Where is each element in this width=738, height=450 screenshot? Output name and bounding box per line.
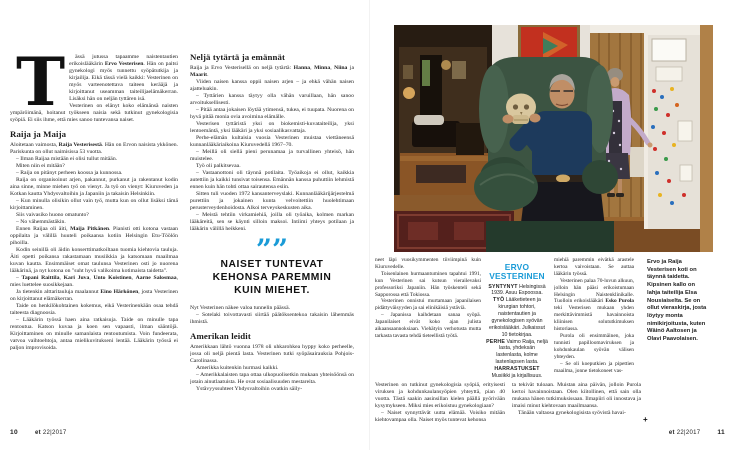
folio-right (669, 429, 725, 436)
page-number-right: 11 (717, 429, 725, 436)
folio-left (10, 429, 67, 436)
magazine-brand-right: et (668, 430, 675, 436)
page-number-left: 10 (10, 429, 18, 436)
left-column-1-paragraphs (10, 142, 178, 352)
body-paragraph: – Vastaanottoni oli täynnä potilaita. Työaikoja ei ollut, kaikkia autettiin ja kaikki tunsivat toisensa. Emännän kanssa puhuttiin lehmistä ennen kuin hän tohti ottaa sairautensa esiin. (190, 169, 354, 190)
body-paragraph: Ja tietenkin alttaritauluja maalannut Eino Härkönen, josta Vesterinen on kirjoittanut elämäkerran. (10, 288, 178, 302)
article-photo (394, 25, 713, 252)
body-paragraph: – Lääkärin työssä haen aina ratkaisuja. Taide on minulle tapa rentoutua. Katson kuvaa ja koen sen vapaasti, ilman sääntöjä. Kirjoittaminen on minulle samanlaista rentoutumista. Voin fundeerata, vatvoa vaihtoehtoja, antaa mielikuvitukseni lentää. Lääkärin työssä ei paljon improvisoida. (10, 316, 178, 351)
magazine-brand: et (34, 430, 41, 436)
body-paragraph: Amerikkaan lähtö vuonna 1978 oli uhkarohkea hyppy koko perheelle, jossa oli neljä pientä lasta. Vesterinen tutki syöpäsairauksia Pohjois-Carolinassa. (190, 343, 354, 364)
body-paragraph: Toisenlainen hurmaantuminen tapahtui 1991, kun Vesterinen sai kutsun vierailevaksi professoriksi Japaniin. Hän työskenteli sekä Sapporossa että Tokiossa. (375, 270, 481, 298)
body-paragraph: – Pitää antaa jokaisen löytää ytimensä, tukea, ei tuupata. Nuorena on hyvä pitää monia ovia avoimina elämälle. (190, 106, 354, 120)
body-paragraph: – Sotelaki toivottavasti siirtää päätöksentekoa takaisin lähemmäs ihmistä. (190, 311, 354, 325)
body-paragraph: Vesterinen onnistui murtamaan japanilaisen pidättyväisyyden ja sai elinikäisiä ystäviä. (375, 298, 481, 312)
magnet-pinboard (644, 25, 713, 252)
body-paragraph: Sitten tuli vuoden 1972 kansanterveyslaki. Kunnanlääkärijärjestelmä purettiin ja jokainen kunta velvoitettiin huolehtimaan perusterveydenhoidosta. Alkoi terveyskeskusten aika. (190, 190, 354, 211)
left-column-1 (10, 54, 178, 428)
body-paragraph: – No vähemmästäkin. (16, 218, 66, 225)
fact-box-entry: SYNTYNYT Helsingissä 1939. Asuu Espoossa. (488, 283, 546, 297)
body-paragraph: – Se oli koeputkien ja pipettien maailma, jonne tietokoneet vas- (554, 360, 634, 374)
body-paragraph: Perhe-elämän kultaisia vuosia Vesterinen muistaa viettäneensä kunnanlääkäriaikoina Kiuruvedellä 1967–70. (190, 134, 354, 148)
body-paragraph: – Meillä oli siellä pieni perunamaa ja turvallinen yhteisö, hän muistelee. (190, 148, 354, 162)
body-paragraph: Vesterinen on tutkinut gynekologisia syöpiä, erityisesti viruksen ja kohdunkaulansyöpien yhteyttä, pian 40 vuotta. Tästä saakin aasinsillan kielen päällä pyörivään kysymykseen. Miksi mies erikoistuu gynekologiaan? (375, 382, 505, 409)
body-paragraph: – Japanissa kaihdetaan sanaa syöpä. Japanilaiset eivät koko ajan julista aikaansaannoksiaan. Viehätyin verhotusta mutta tarkasta tavasta tehdä tieteellistä työtä. (375, 312, 481, 339)
body-paragraph: Työ oli palkitsevaa. (196, 162, 241, 169)
fact-box-entry: PERHE Vaimo Raija, neljä lasta, yhdeksän lastenlasta, kolme lastenlapsen lasta. (486, 338, 548, 366)
left-column-2-paragraphs-amerikka (190, 344, 354, 393)
body-paragraph: – Amerikkalaisten tapa ottaa ulkopuolisetkin mukaan yhteisöönsä on jotain ainutlaatuista. He ovat sosiaalisuuden mestareita. (190, 371, 354, 385)
body-paragraph: – Kun minulla olisikin ollut vain työ, mutta kun on ollut lisäksi tämä kirjoittaminen. (10, 197, 178, 211)
right-wide-column-left (375, 382, 505, 444)
body-paragraph: Amerikka kuitenkin hurmasi kaikki. (196, 364, 279, 371)
body-paragraph: – Tapani Raittila, Kari Juva, Unto Koistinen, Aarne Salosmaa, mies luettelee suosikkejaan. (10, 274, 178, 288)
fact-box-entries (486, 284, 548, 380)
photo-caption: Ervo ja Raija Vesterisen koti on täynnä taidetta. Kipsinen kallo on lahja taiteilija Elsa Nousiaiselta. Se on ollut vieraskirja, josta löytyy monta nimikirjoitusta, kuten Wäinö Aaltosen ja Olavi Paavolaisen. (647, 259, 707, 343)
section-heading-nelja-tytarta: Neljä tytärtä ja emännät (190, 52, 285, 62)
quote-marks-icon: ”” (255, 232, 289, 266)
right-column-3 (554, 257, 634, 381)
body-paragraph: Aloitetaan vaimosta, Raija Vesterisestä. Hän on Ervon naisista ykkönen. Pariskunta on ollut naimisissa 53 vuotta. (10, 141, 178, 155)
body-paragraph: Vesterinen palaa 70-luvun alkuun, jolloin hän pääsi erikoistumaan Helsingin Naistenklinikalle. Tuolloin erikoislääkäri Esko Purola teki Vesterisen mukaan yhden merkittävimmistä havainnoista kliinisen solututkimuksen historiassa. (554, 277, 634, 333)
right-column-1 (375, 257, 481, 381)
body-paragraph: – Tyttärien kanssa täytyy olla vähän varuillaan, hän sanoo arvoituksellisesti. (190, 92, 354, 106)
body-paragraph: Ennen Raijaa oli äiti, Maija Pitkänen. Pianisti otti kotona vastaan oppilaita ja välillä huuteli poikaansa kotiin Helsingin Etu-Töölön pihoilla. (10, 225, 178, 246)
continuation-plus-icon: + (643, 415, 648, 424)
body-paragraph: Nyt Vesterinen näkee valoa tunnelin päässä. (190, 304, 291, 311)
body-paragraph: Raija on organisoinut arjen, pakannut, purkanut ja rakentanut kodin aina sinne, minne miehen työ on vienyt. Ja työ on vienyt: Kiuruveden ja Kotkan kautta Yhdysvaltoihin ja Japaniin ja takaisin Helsinkiin. (10, 176, 178, 197)
fact-box-entry: HARRASTUKSET Musiikki ja kirjallisuus. (491, 365, 543, 379)
right-wide-column-right (512, 382, 641, 444)
body-paragraph: – Ilman Raijaa mistään ei olisi tullut mitään. (16, 155, 118, 162)
pull-quote-text: NAISET TUNTEVAT KEHONSA PAREMMIN KUIN MIEHET. (212, 258, 332, 296)
body-paragraph: miehiä paremmin eivätkä arastele kertoa vaivoistaan. Se auttaa lääkärin työssä. (554, 257, 634, 277)
issue-number: 22|2017 (42, 430, 67, 436)
body-paragraph: Kodin seinillä oli äidin konserttimatkoiltaan tuomia kiehtovia tauluja. Äiti opetti poikansa rakastamaan musiikkia ja katsomaan maailmaa kuvan kautta. Ensimmäiset omat taulunsa Vesterinen osti jo nuorena lääkärinä, ja nyt kotona on "suht hyvä valikoima kotimaista taidetta". (10, 246, 178, 274)
section-heading-raija-ja-maija: Raija ja Maija (10, 129, 67, 139)
body-paragraph: – Meistä tehtiin virkamiehiä, joilla oli työaika, kolmen markan lääkäreitä, sen se käynti silloin maksoi. Intiimi yhteys potilaan ja lääkärin välillä heikkeni. (190, 211, 354, 232)
pull-quote (190, 232, 354, 298)
page-gutter (369, 0, 370, 450)
body-paragraph: – Naiset synnyttävät uutta elämää. Voisiko mitään kiehtovampaa olla. Naiset myös tuntevat kehonsa (375, 409, 505, 423)
left-column-2 (190, 52, 354, 428)
body-paragraph: – Raija on pitänyt perheen koossa ja kunnossa. (16, 169, 123, 176)
drop-cap: T (16, 54, 66, 121)
issue-number-right: 22|2017 (676, 430, 701, 436)
section-heading-amerikan-leidit: Amerikan leidit (190, 330, 251, 341)
body-paragraph: neet läpi vuosikymmenten tiiviimpinä kuin Kiuruvedelle. (375, 257, 481, 270)
body-paragraph: Purola oli ensimmäinen, joka tunnisti papilloomaviruksen ja kohdunkaulan syövän välisen yhteyden. (554, 332, 634, 360)
body-paragraph: ta tekivät tuloaan. Muistan aina päivän, jolloin Purola kertoi havainnoistaan. Olen kiitollinen, että sain olla mukana hänen tutkimuksissaan. Ilmapiiri oli innostava ja imaisi minut kiehtovaan maailmaansa. (512, 382, 641, 409)
fact-box (486, 263, 548, 380)
photo-illustration (394, 25, 713, 252)
left-column-2-paragraphs-after-quote (190, 305, 354, 326)
body-paragraph: Ystävyyssuhteet Yhdysvaltoihin ovatkin säily- (196, 385, 303, 392)
body-paragraph: Siis vaivasiko huono omatunto? (16, 211, 89, 218)
fact-box-entry: TYÖ Lääketieteen ja kirurgian tohtori, naistentautien ja gynekologisen syövän erikoislääkäri. Julkaissut 10 tietokirjaa. (489, 297, 545, 338)
body-paragraph: Vesterinen on elänyt koko elämänsä naisten ympäröimänä, hoitanut työkseen naisia sekä tutkinut gynekologisia syöpiä. Ei siis ihme, että mies sanoo tuntevansa naiset. (10, 103, 178, 123)
fact-box-title: ERVO VESTERINEN (489, 262, 545, 281)
left-column-2-paragraphs (190, 65, 354, 233)
body-paragraph: Miten niin ei mitään? (16, 162, 65, 169)
body-paragraph: Viiden naisen kanssa oppii naisen arjen – ja ehkä vähän naisen ajatteluakin. (190, 78, 354, 92)
body-paragraph: Taide on henkilökohtainen kokemus, eikä Vesterinenkään osaa tehdä taiteesta diagnoosia. (10, 302, 178, 316)
body-paragraph: Vesterisen tyttäristä yksi on biokemisti-kuvataiteilija, yksi lentoemäntä, yksi lääkäri ja yksi sosiaalikasvattaja. (190, 120, 354, 134)
intro-text: ässä jutussa tapaamme naistentautien erikoislääkärin Ervo Vesterisen. Hän on paitsi gynekologi myös tunnettu syöpätutkija ja kirjailija. Eikä tässä vielä kaikki: Vesterinen on myös varteenotettava taiteen kerääjä ja kirjoittanut useamman taiteilijaelämäkerran. Lisäksi hän on neljän tyttären isä. (69, 54, 178, 102)
body-paragraph: Tänään valtaosa gynekologisista syövistä havai- (518, 409, 626, 416)
body-paragraph: Raija ja Ervo Vesterisellä on neljä tytärtä: Hanna, Minna, Niina ja Maarit. (190, 64, 354, 78)
